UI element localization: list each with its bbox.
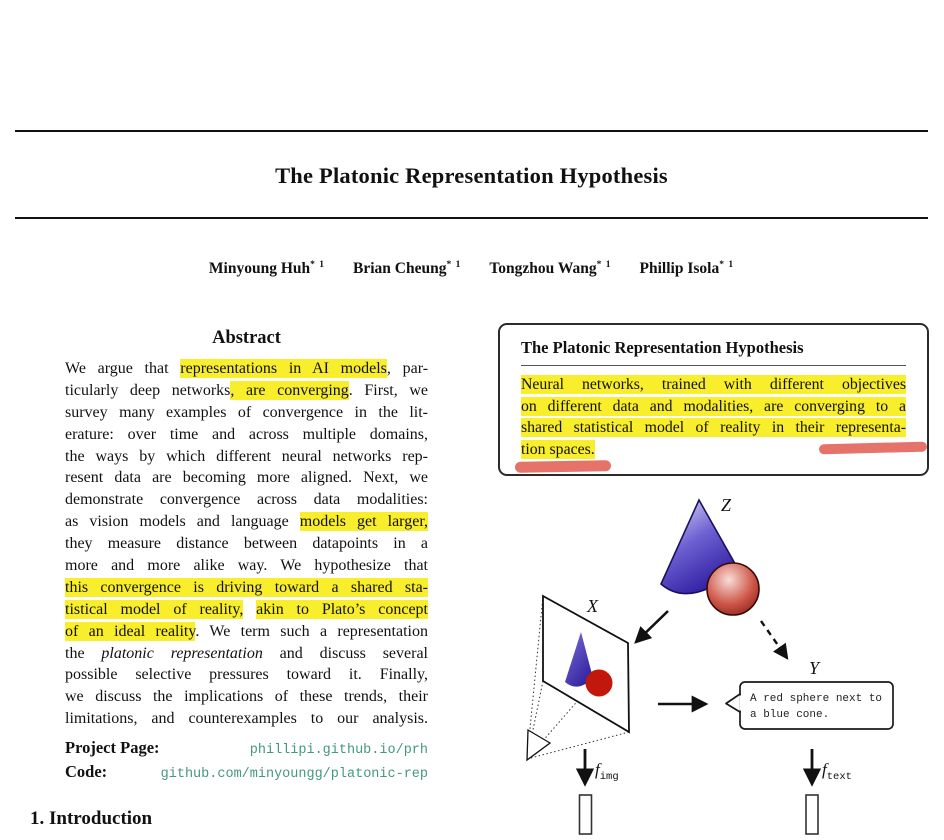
author-affiliation-mark: * 1 [310,260,326,270]
red-marker-underline-representa [819,442,927,455]
z-label: Z [721,495,732,515]
text-segment: . We term such a representation [195,622,428,640]
abstract-line [65,686,428,708]
hypothesis-line [521,396,906,418]
project-page-label: Project Page: [65,738,160,757]
abstract-line [65,643,428,665]
text-segment: , par- [386,360,429,377]
code-link[interactable]: github.com/minyoungg/platonic-rep [160,767,428,782]
page-title: The Platonic Representation Hypothesis [275,163,668,188]
f-img-subscript: img [599,771,619,783]
f-text-label [822,760,852,783]
caption-text-line: a blue cone. [750,709,830,721]
author-affiliation-mark: * 1 [446,260,462,270]
hypothesis-line [521,417,906,439]
embedding-rect-text [806,795,818,834]
bubble-tail-join [739,696,741,711]
f-text-subscript: text [826,771,852,783]
abstract-line [65,511,428,533]
text-segment [243,601,256,618]
abstract-line [65,533,428,555]
introduction-heading: 1. Introduction [30,808,153,829]
text-segment: platonic representation [101,644,263,662]
code-label: Code: [65,762,108,781]
text-segment: limitations, and counterexamples to our analysis. [65,710,428,728]
abstract-line [65,708,428,730]
arrow-z-to-y-dashed [761,621,787,658]
highlighted-text: akin to Plato’s concept [256,600,428,618]
abstract-line [65,664,428,686]
arrow-z-to-x [636,611,668,642]
embedding-rect-img [580,795,592,834]
author-affiliation-mark: * 1 [719,260,735,270]
abstract-line [65,467,428,489]
f-img-symbol: f [595,760,600,779]
abstract-line [65,424,428,446]
text-segment: ticularly deep networks [65,381,231,399]
abstract-line [65,358,428,380]
abstract-line [65,621,428,643]
hypothesis-box [498,323,929,476]
caption-bubble-tail [726,694,740,712]
red-sphere [707,563,759,615]
text-segment: more and more alike way. We hypothesize that [65,557,428,575]
f-img-label [595,760,619,783]
highlighted-text: on different data and modalities, are converging to a [521,397,906,415]
caption-bubble [740,682,893,729]
abstract-line [65,555,428,577]
project-page-row [65,738,428,758]
abstract-line [65,402,428,424]
author-name: Phillip Isola [639,260,720,277]
code-row [65,762,428,782]
text-segment: resent data are becoming more aligned. Next, we [65,469,428,487]
abstract-text [65,358,428,730]
project-page-link[interactable]: phillipi.github.io/prh [249,743,428,758]
text-segment: they measure distance between datapoints in a [65,535,428,553]
camera-triangle [527,730,550,760]
y-label: Y [809,658,820,678]
author [489,260,611,277]
top-rule [15,130,928,132]
author [209,260,325,277]
author-name: Tongzhou Wang [489,260,597,277]
text-segment: the [65,644,102,662]
hypothesis-title: The Platonic Representation Hypothesis [521,338,804,357]
x-label: X [587,596,598,616]
text-segment: survey many examples of convergence in the lit- [65,403,428,421]
text-segment: We argue that [65,360,181,377]
highlighted-text: shared statistical model of reality in their representa- [521,419,906,437]
hypothesis-line [521,374,906,396]
text-segment: we discuss the implications of these trends, their [65,688,428,706]
abstract-line [65,446,428,468]
text-segment: the ways by which different neural networks rep- [65,447,428,465]
text-segment: demonstrate convergence across data modalities: [65,491,428,509]
figure-diagram [490,485,944,840]
abstract-line [65,489,428,511]
abstract-line [65,577,428,599]
highlighted-text: Neural networks, trained with different objectives [521,376,906,393]
text-segment: possible selective pressures toward it. Finally, [65,666,428,684]
text-segment: and discuss several [262,644,429,662]
highlighted-text: tistical model of reality, [65,600,244,618]
author-line [15,260,928,278]
highlighted-text: this convergence is driving toward a shared sta- [65,578,428,596]
highlighted-text: , are converging [230,381,349,399]
author-affiliation-mark: * 1 [596,260,612,270]
abstract-line [65,380,428,402]
highlighted-text: tion spaces. [521,441,595,459]
title-bottom-rule [15,217,928,219]
highlighted-text: of an ideal reality [65,622,196,640]
caption-text-line: A red sphere next to [750,693,883,705]
author-name: Minyoung Huh [208,260,311,277]
highlighted-text: representations in AI models [180,360,387,377]
highlighted-text: models get larger, [299,513,429,531]
text-segment: . First, we [348,381,428,399]
text-segment: as vision models and language [65,513,300,531]
text-segment: erature: over time and across multiple domains, [65,425,428,443]
author [640,260,735,277]
abstract-line [65,599,428,621]
abstract-heading: Abstract [212,328,281,348]
red-marker-underline-tion-spaces [515,460,611,473]
author-name: Brian Cheung [353,260,447,277]
author [353,260,461,277]
f-text-symbol: f [822,760,827,779]
hypothesis-divider [521,365,906,366]
projected-sphere [586,670,613,697]
